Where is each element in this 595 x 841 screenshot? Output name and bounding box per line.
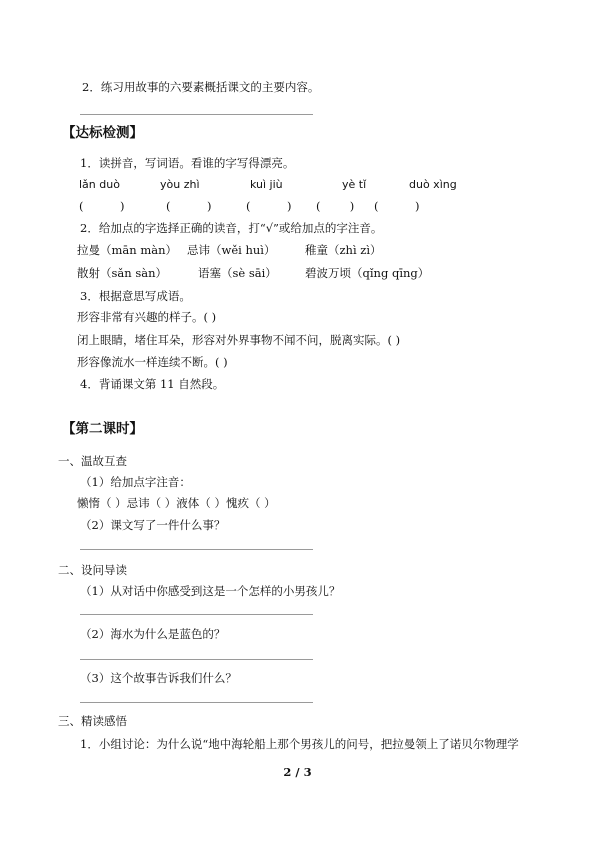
blank-paren-3: ( ) <box>246 199 292 213</box>
pronunciation-3: 稚童（zhì zì） <box>305 243 382 257</box>
part-1-q1: （1）给加点字注音： <box>80 475 191 489</box>
blank-paren-1: ( ) <box>79 199 125 213</box>
answer-line <box>80 114 313 115</box>
idiom-item-2: 闭上眼睛，堵住耳朵，形容对外界事物不闻不问，脱离实际。( ) <box>77 333 401 347</box>
pronunciation-1: 拉曼（mān màn） <box>77 243 177 257</box>
question-2: 2．给加点的字选择正确的读音，打“√”或给加点的字注音。 <box>80 221 383 235</box>
question-3: 3．根据意思写成语。 <box>80 289 191 303</box>
question-4: 4．背诵课文第 11 自然段。 <box>80 377 225 391</box>
answer-line <box>80 702 313 703</box>
part-2-title: 二、设问导读 <box>58 563 127 577</box>
pinyin-1: lǎn duò <box>79 178 120 191</box>
pinyin-2: yòu zhì <box>160 178 200 191</box>
idiom-item-3: 形容像流水一样连续不断。( ) <box>77 355 228 369</box>
page-number: 2 / 3 <box>283 765 312 779</box>
pronunciation-5: 语塞（sè sāi） <box>198 266 277 280</box>
part-2-q1: （1）从对话中你感受到这是一个怎样的小男孩儿？ <box>80 584 341 598</box>
answer-line <box>80 659 313 660</box>
blank-paren-2: ( ) <box>166 199 212 213</box>
part-1-q2: （2）课文写了一件什么事？ <box>80 518 226 532</box>
part-1-words: 懒惰（ ）忌讳（ ）液体（ ）愧疚（ ） <box>77 496 276 510</box>
part-1-title: 一、温故互查 <box>58 454 127 468</box>
part-2-q2: （2）海水为什么是蓝色的？ <box>80 627 226 641</box>
answer-line <box>80 614 313 615</box>
part-3-title: 三、精读感悟 <box>58 714 127 728</box>
pinyin-3: kuì jiù <box>250 178 283 191</box>
idiom-item-1: 形容非常有兴趣的样子。( ) <box>77 310 217 324</box>
pronunciation-6: 碧波万顷（qǐng qīng） <box>305 266 430 280</box>
part-3-q1: 1．小组讨论：为什么说“地中海轮船上那个男孩儿的问号，把拉曼领上了诺贝尔物理学 <box>80 737 519 751</box>
answer-line <box>80 549 313 550</box>
pronunciation-2: 忌讳（wěi huì） <box>187 243 276 257</box>
section-heading-mastery-test: 【达标检测】 <box>62 125 143 141</box>
pinyin-4: yè tǐ <box>342 178 367 191</box>
pronunciation-4: 散射（sǎn sàn） <box>77 266 167 280</box>
pinyin-5: duò xìng <box>409 178 457 191</box>
blank-paren-4: ( ) <box>316 199 355 213</box>
blank-paren-5: ( ) <box>374 199 420 213</box>
question-1: 1．读拼音，写词语。看谁的字写得漂亮。 <box>80 156 295 170</box>
part-2-q3: （3）这个故事告诉我们什么？ <box>80 671 237 685</box>
section-heading-second-lesson: 【第二课时】 <box>62 421 143 437</box>
exercise-line: 2．练习用故事的六要素概括课文的主要内容。 <box>82 80 320 94</box>
